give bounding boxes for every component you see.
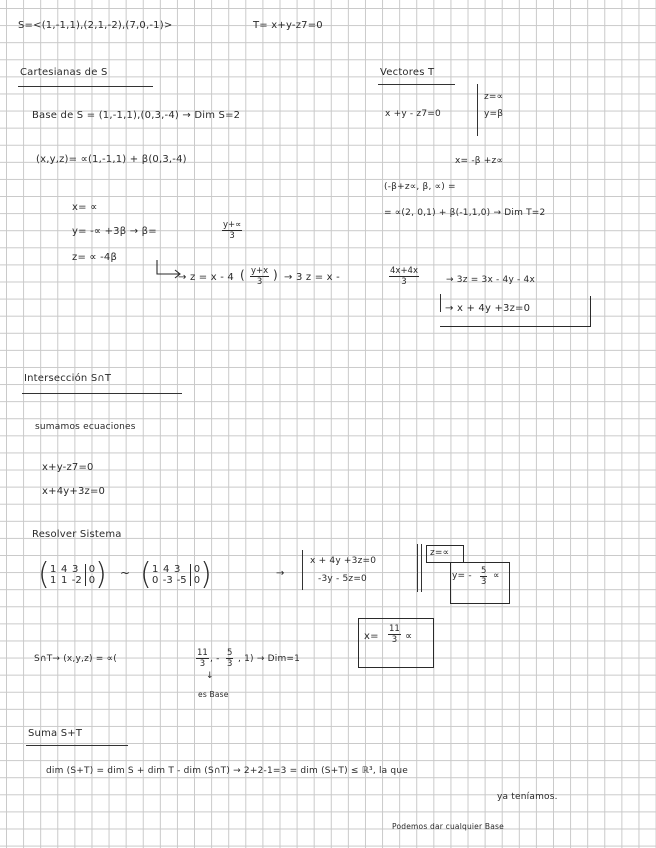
implies-arrow: → bbox=[276, 568, 285, 579]
z-solution: z=∝ bbox=[430, 548, 450, 558]
cartesianas-underline bbox=[18, 86, 153, 87]
matrix-2 bbox=[140, 557, 212, 592]
x-equation: x= ∝ bbox=[72, 202, 98, 213]
matrix-cell: 0 bbox=[193, 564, 201, 575]
matrix-cell: 4 bbox=[163, 564, 170, 575]
matrix-cell: -3 bbox=[162, 575, 173, 586]
sumamos-text: sumamos ecuaciones bbox=[35, 422, 136, 432]
y-frac-numerator: y+∝ bbox=[223, 220, 242, 230]
matrix-cell: 4 bbox=[61, 564, 68, 575]
y-equation: y= -∝ +3β → β= bbox=[72, 226, 157, 237]
y-frac-denominator: 3 bbox=[229, 231, 235, 241]
s-definition: S=<(1,-1,1),(2,1,-2),(7,0,-1)> bbox=[18, 20, 173, 31]
suma-underline bbox=[26, 745, 128, 746]
system-eq2: x+4y+3z=0 bbox=[42, 486, 106, 497]
es-base-label: es Base bbox=[198, 690, 229, 699]
t-span: = ∝(2, 0,1) + β(-1,1,0) → Dim T=2 bbox=[384, 208, 546, 218]
sub-fraction bbox=[250, 266, 269, 287]
matrix-1-row-2 bbox=[50, 575, 82, 586]
result-frac1-numerator: 11 bbox=[197, 648, 208, 658]
substitution-eq3: → 3z = 3x - 4y - 4x bbox=[446, 275, 536, 285]
vectores-title: Vectores T bbox=[380, 67, 435, 78]
matrix-cell: 1 bbox=[152, 564, 159, 575]
open-paren: ( bbox=[240, 268, 245, 282]
matrix-cell: 1 bbox=[61, 575, 68, 586]
x-sol-numerator: 11 bbox=[389, 624, 400, 634]
y-solution-tail: ∝ bbox=[493, 571, 500, 581]
t-x-equation: x= -β +z∝ bbox=[455, 156, 504, 166]
suma-title: Suma S+T bbox=[28, 728, 83, 739]
interseccion-title: Intersección S∩T bbox=[24, 373, 112, 384]
matrix-2-augment-bar bbox=[190, 564, 191, 586]
intersection-result: S∩T→ (x,y,z) = ∝( bbox=[34, 654, 117, 664]
result-box-bracket bbox=[440, 294, 441, 312]
result-fraction-2 bbox=[226, 648, 233, 669]
matrix-1-coefficients bbox=[50, 564, 82, 586]
solution-bracket bbox=[417, 544, 418, 592]
x-solution: x= bbox=[364, 631, 379, 642]
param-line: (x,y,z)= ∝(1,-1,1) + β(0,3,-4) bbox=[36, 154, 187, 165]
podemos-dar: Podemos dar cualquier Base bbox=[392, 822, 504, 831]
sub-frac-denominator: 3 bbox=[256, 277, 263, 287]
solution-bracket-2 bbox=[421, 544, 422, 592]
matrix-cell: 0 bbox=[152, 575, 159, 586]
matrix-cell: 1 bbox=[50, 575, 57, 586]
x-solution-fraction bbox=[388, 624, 401, 645]
matrix-cell: 3 bbox=[174, 564, 181, 575]
y-solution-fraction bbox=[480, 566, 487, 587]
ya-teniamos: ya teníamos. bbox=[497, 792, 558, 802]
t-param-divider bbox=[477, 84, 478, 136]
y-fraction bbox=[222, 220, 242, 241]
y-sol-denominator: 3 bbox=[481, 577, 487, 587]
t-equation: x +y - z7=0 bbox=[385, 109, 441, 119]
result-frac2-numerator: 5 bbox=[227, 648, 233, 658]
substitution-eq2: → 3 z = x - bbox=[284, 272, 340, 283]
z-param: z=∝ bbox=[484, 92, 504, 102]
matrix-cell: 0 bbox=[193, 575, 201, 586]
sub-fraction-2 bbox=[389, 266, 419, 287]
matrix-2-row-2 bbox=[152, 575, 187, 586]
matrix-1-open-paren: ( bbox=[38, 557, 50, 592]
dimension-formula: dim (S+T) = dim S + dim T - dim (S∩T) → 2+2-1=3 = dim (S+T) ≤ ℝ³, la que bbox=[46, 766, 408, 776]
matrix-2-row-1 bbox=[152, 564, 187, 575]
y-sol-numerator: 5 bbox=[481, 566, 487, 576]
y-param: y=β bbox=[484, 109, 504, 119]
matrix-1-augment-bar bbox=[85, 564, 86, 586]
x-sol-denominator: 3 bbox=[391, 635, 398, 645]
cartesianas-title: Cartesianas de S bbox=[20, 67, 108, 78]
sub-frac2-numerator: 4x+4x bbox=[390, 266, 418, 276]
matrix-1-row-1 bbox=[50, 564, 82, 575]
matrix-1 bbox=[38, 557, 107, 592]
matrix-cell: 1 bbox=[50, 564, 57, 575]
down-arrow-icon: ↓ bbox=[206, 671, 214, 681]
interseccion-underline bbox=[22, 393, 182, 394]
result-tail: , 1) → Dim=1 bbox=[238, 654, 301, 664]
system-bracket bbox=[302, 550, 303, 590]
result-separator: , - bbox=[210, 654, 220, 664]
sub-frac-numerator: y+x bbox=[251, 266, 269, 276]
matrix-cell: -2 bbox=[71, 575, 82, 586]
sub-frac2-denominator: 3 bbox=[401, 277, 407, 287]
y-solution: y= - bbox=[452, 571, 472, 581]
reduced-eq1: x + 4y +3z=0 bbox=[310, 556, 377, 566]
substitution-eq: → z = x - 4 bbox=[178, 272, 234, 283]
cartesian-result: → x + 4y +3z=0 bbox=[445, 303, 531, 314]
result-frac1-denominator: 3 bbox=[199, 659, 206, 669]
matrix-2-open-paren: ( bbox=[140, 557, 152, 592]
t-vector: (-β+z∝, β, ∝) = bbox=[384, 182, 456, 192]
z-equation: z= ∝ -4β bbox=[72, 252, 118, 263]
matrix-1-close-paren: ) bbox=[95, 557, 107, 592]
matrix-cell: -5 bbox=[176, 575, 187, 586]
matrix-cell: 0 bbox=[88, 564, 96, 575]
x-solution-tail: ∝ bbox=[405, 631, 413, 642]
vectores-underline bbox=[378, 84, 455, 85]
matrix-2-close-paren: ) bbox=[200, 557, 212, 592]
matrix-2-coefficients bbox=[152, 564, 187, 586]
equivalence-arrow: ~ bbox=[120, 566, 131, 580]
close-paren: ) bbox=[273, 268, 278, 282]
result-fraction-1 bbox=[196, 648, 209, 669]
system-eq1: x+y-z7=0 bbox=[42, 462, 94, 473]
base-line: Base de S = (1,-1,1),(0,3,-4) → Dim S=2 bbox=[32, 110, 241, 121]
matrix-cell: 0 bbox=[88, 575, 96, 586]
reduced-eq2: -3y - 5z=0 bbox=[318, 574, 367, 584]
matrix-cell: 3 bbox=[72, 564, 79, 575]
result-frac2-denominator: 3 bbox=[227, 659, 233, 669]
t-definition: T= x+y-z7=0 bbox=[253, 20, 323, 31]
resolver-title: Resolver Sistema bbox=[32, 529, 122, 540]
